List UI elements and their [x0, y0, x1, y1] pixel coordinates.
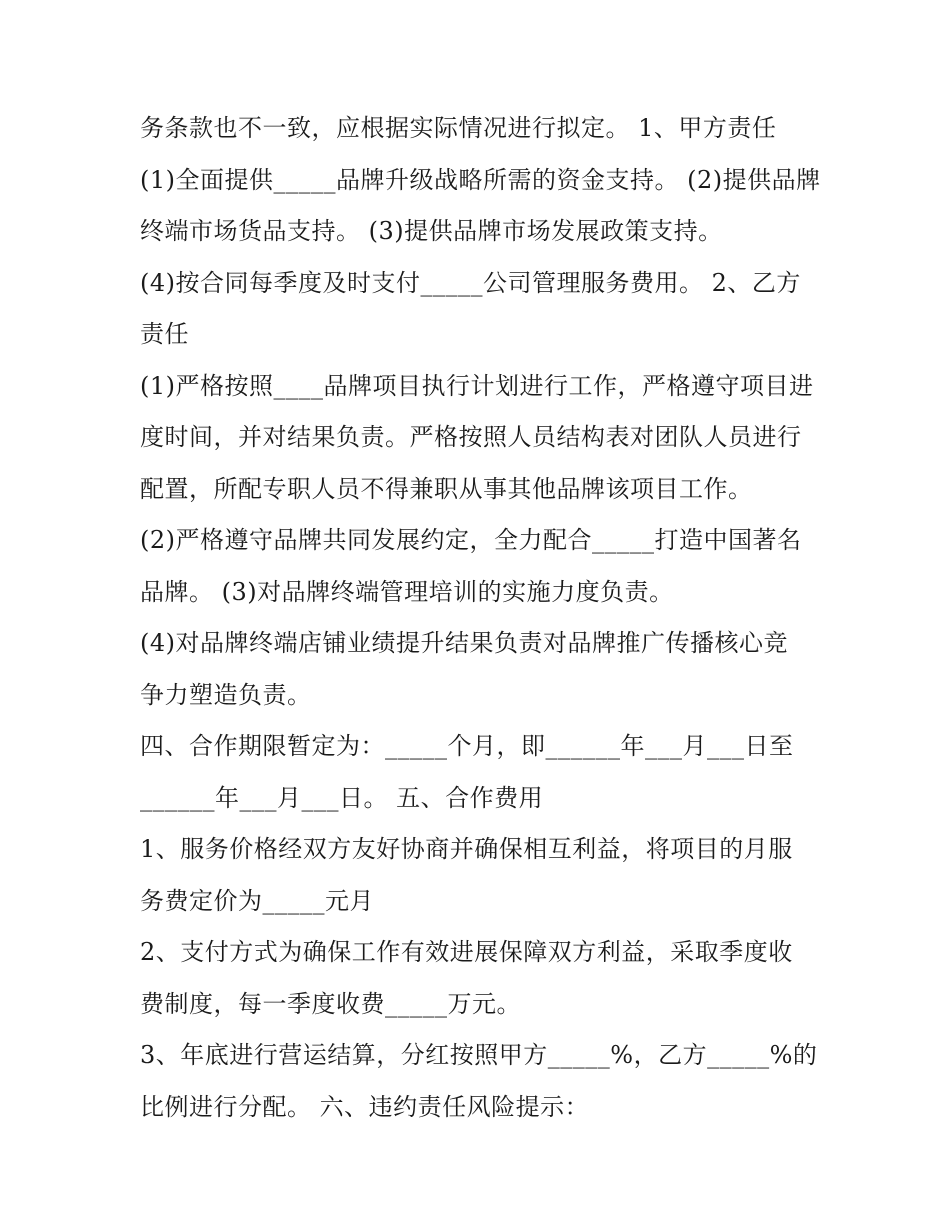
text-line: (2)严格遵守品牌共同发展约定，全力配合_____打造中国著名: [140, 526, 802, 554]
text-line: 2、支付方式为确保工作有效进展保障双方利益，采取季度收: [140, 938, 793, 966]
text-line: 比例进行分配。 六、违约责任风险提示：: [140, 1092, 590, 1121]
document-body: [140, 103, 820, 1133]
text-line: 1、服务价格经双方友好协商并确保相互利益，将项目的月服: [140, 835, 793, 863]
text-line: 责任: [140, 320, 189, 348]
text-line: 费制度，每一季度收费_____万元。: [140, 989, 521, 1018]
text-line: (4)对品牌终端店铺业绩提升结果负责对品牌推广传播核心竞: [140, 629, 788, 657]
text-line: 终端市场货品支持。 (3)提供品牌市场发展政策支持。: [140, 217, 723, 245]
text-line: 品牌。 (3)对品牌终端管理培训的实施力度负责。: [140, 577, 674, 606]
text-line: 配置，所配专职人员不得兼职从事其他品牌该项目工作。: [140, 474, 753, 503]
text-line: 争力塑造负责。: [140, 680, 312, 709]
text-line: (1)严格按照____品牌项目执行计划进行工作，严格遵守项目进: [140, 371, 814, 400]
text-line: 务条款也不一致，应根据实际情况进行拟定。 1、甲方责任: [140, 114, 777, 142]
text-line: 3、年底进行营运结算，分红按照甲方_____%，乙方_____%的: [140, 1041, 818, 1069]
text-line: 务费定价为_____元月: [140, 886, 374, 915]
text-line: 度时间，并对结果负责。严格按照人员结构表对团队人员进行: [140, 423, 802, 451]
text-line: (1)全面提供_____品牌升级战略所需的资金支持。 (2)提供品牌: [140, 165, 821, 194]
text-line: (4)按合同每季度及时支付_____公司管理服务费用。 2、乙方: [140, 268, 801, 297]
text-line: ______年___月___日。 五、合作费用: [140, 783, 544, 812]
text-line: 四、合作期限暂定为：_____个月，即______年___月___日至: [140, 732, 794, 760]
